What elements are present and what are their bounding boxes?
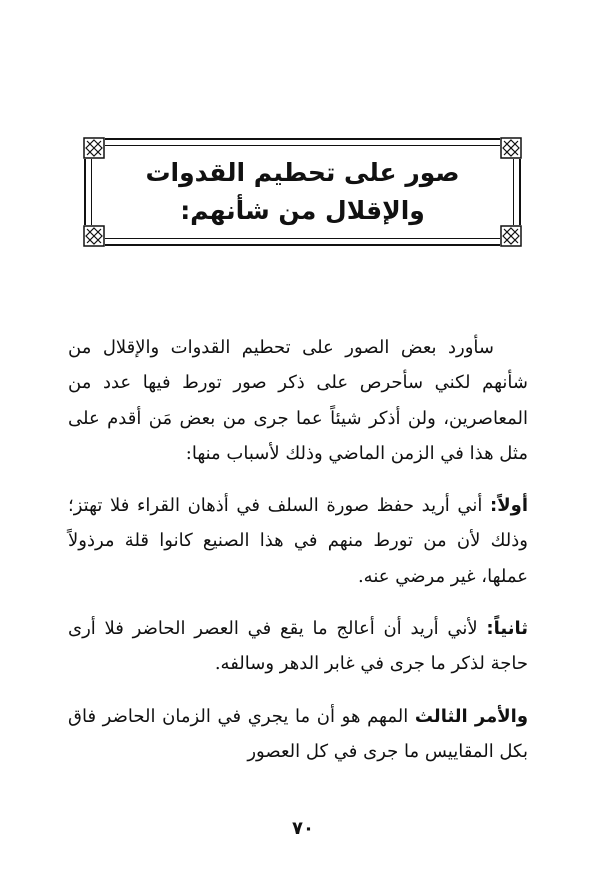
point-lead-2: ثانياً: [486, 618, 528, 640]
point-text-1: أني أريد حفظ صورة السلف في أذهان القراء فلا تهتز؛ وذلك لأن من تورط منهم في هذا الصنيع كانوا قلة مرذولاً عملها، غير مرضي عنه. [68, 495, 528, 587]
corner-ornament-icon [83, 137, 105, 159]
point-paragraph-2 [68, 611, 528, 682]
intro-paragraph: سأورد بعض الصور على تحطيم القدوات والإقلال من شأنهم لكني سأحرص على ذكر صور تورط فيها عدد من المعاصرين، ولن أذكر شيئاً عما جرى من بعض مَن أقدم على مثل هذا في الزمن الماضي وذلك لأسباب منها: [68, 337, 528, 464]
point-paragraph-3 [68, 699, 528, 770]
point-text-2: لأني أريد أن أعالج ما يقع في العصر الحاضر فلا أرى حاجة لذكر ما جرى في غابر الدهر وسالفه. [68, 618, 528, 675]
corner-ornament-icon [83, 225, 105, 247]
chapter-title-line-2: والإقلال من شأنهم: [180, 196, 425, 225]
page-number: ٧٠ [292, 818, 314, 839]
corner-ornament-icon [500, 137, 522, 159]
body-text [68, 330, 528, 769]
point-text-3: المهم هو أن ما يجري في الزمان الحاضر فاق بكل المقاييس ما جرى في كل العصور [68, 705, 528, 762]
chapter-title-line-1: صور على تحطيم القدوات [145, 158, 460, 187]
corner-ornament-icon [500, 225, 522, 247]
point-paragraph-1 [68, 488, 528, 594]
chapter-title [106, 154, 499, 234]
point-lead-3: والأمر الثالث [414, 705, 529, 727]
chapter-title-frame [84, 138, 521, 246]
point-lead-1: أولاً: [490, 495, 528, 517]
